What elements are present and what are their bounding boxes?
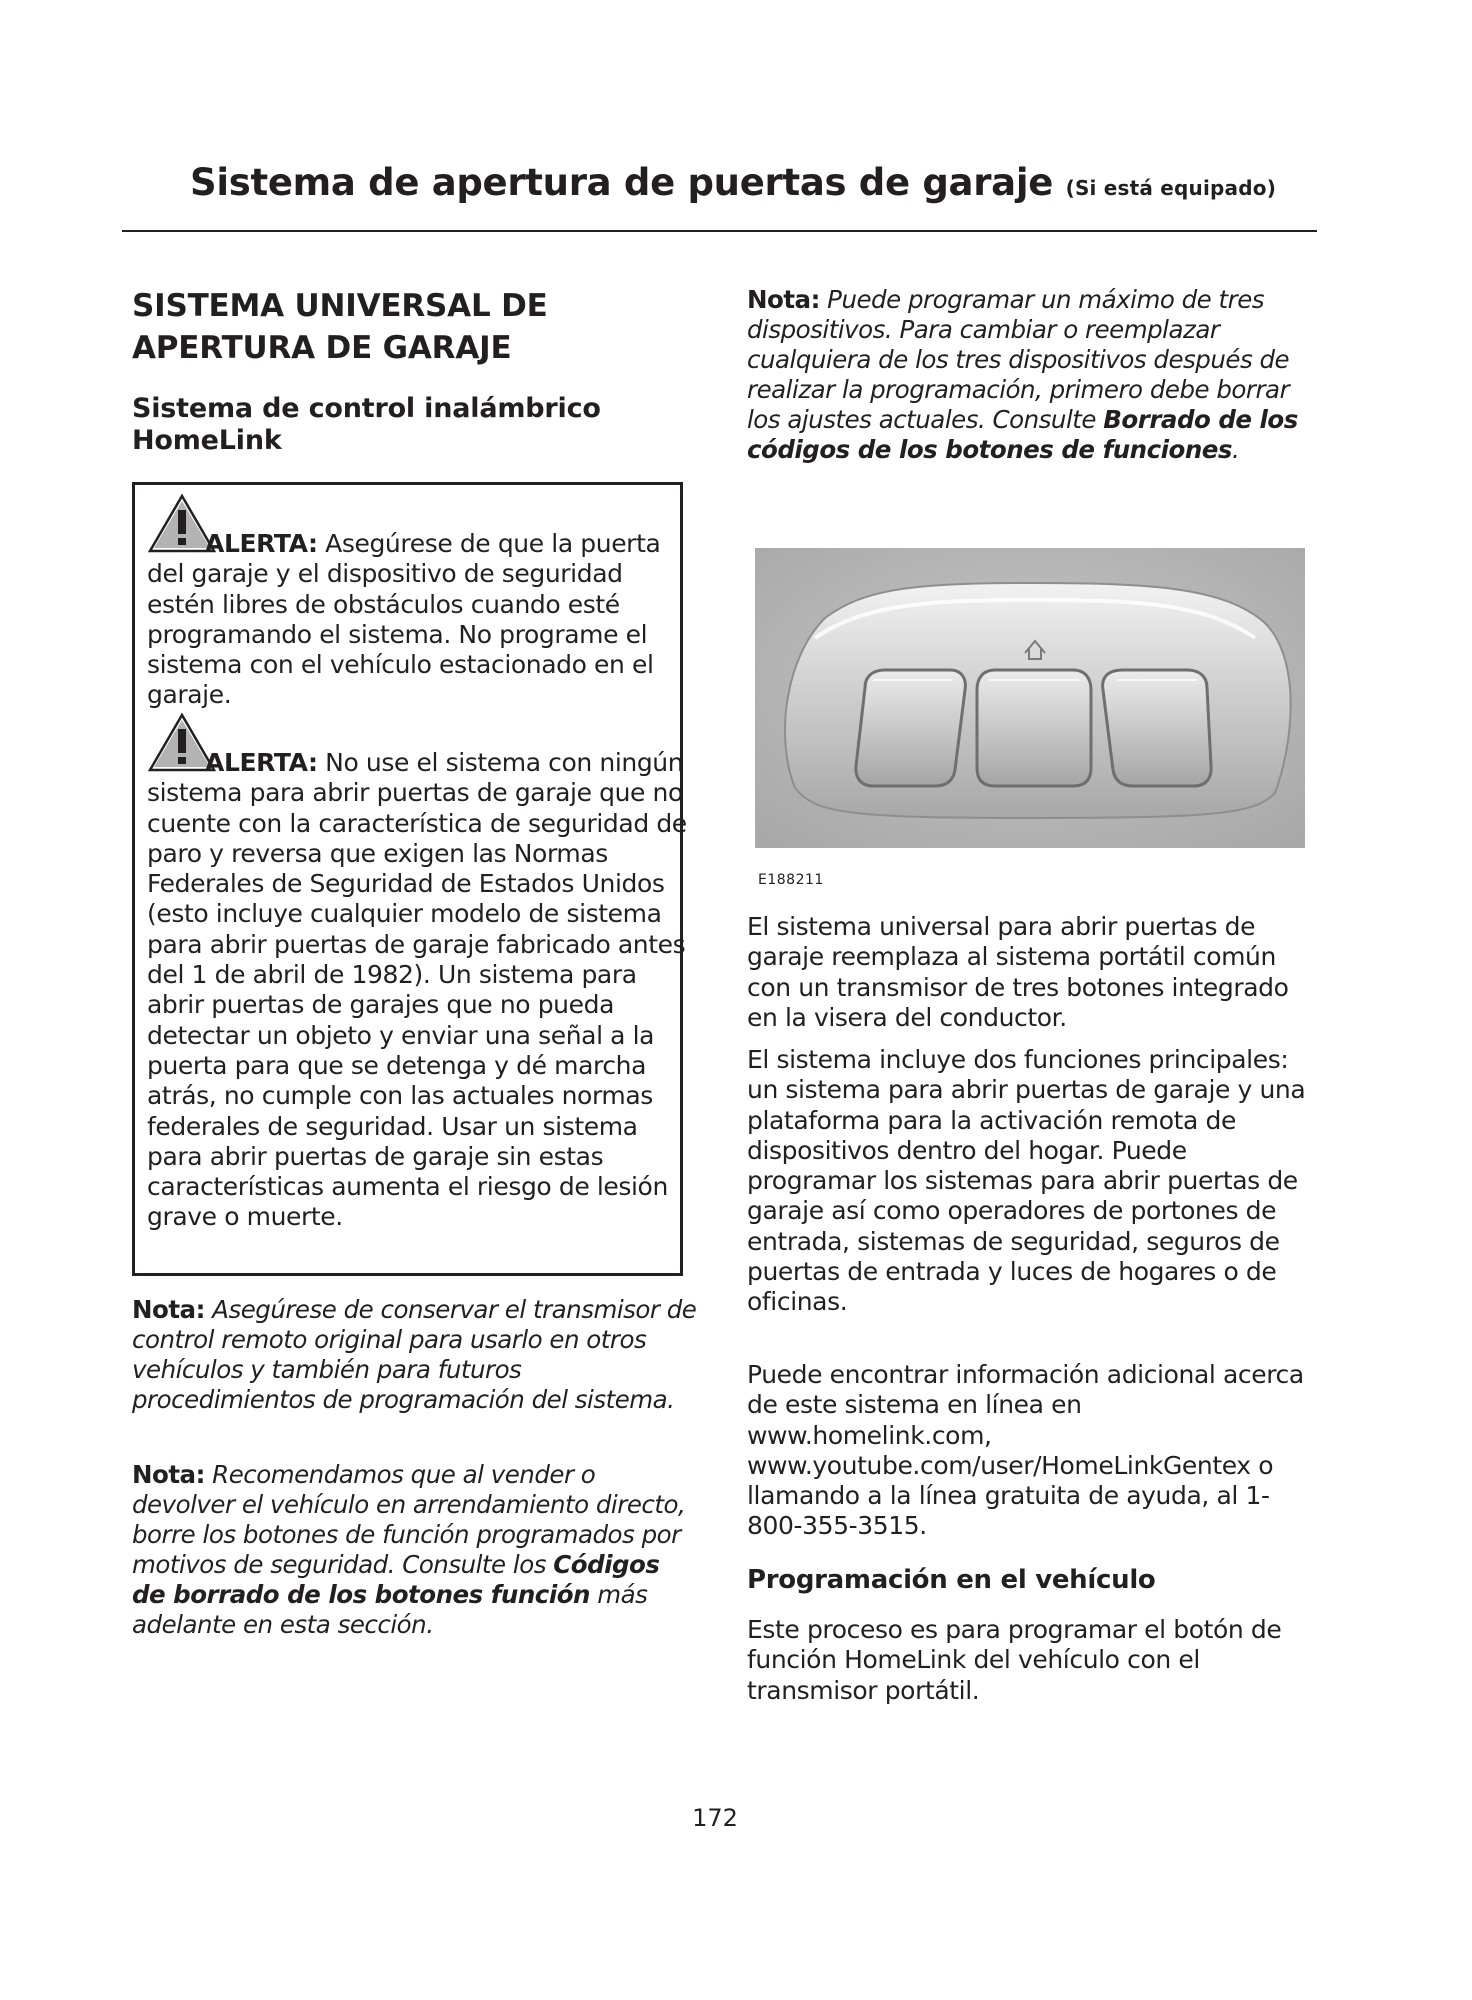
paragraph-intro: El sistema universal para abrir puertas de garaje reemplaza al sistema portátil común con un transmisor de tres botones integrado en la visera del conductor.	[747, 912, 1289, 1032]
warning-box	[132, 482, 687, 1276]
alert-label: ALERTA:	[205, 529, 318, 558]
page-header	[122, 155, 1317, 232]
cross-reference: Borrado de los códigos de los botones de funciones	[747, 405, 1298, 464]
homelink-buttons-figure	[755, 548, 1305, 848]
note-erase-buttons	[132, 1460, 697, 1640]
note-body: Puede programar un máximo de tres dispositivos. Para cambiar o reemplazar cualquiera de los tres dispositivos después de realizar la programación, primero debe borrar los ajustes actuales. Consulte	[747, 285, 1290, 434]
figure-code: E188211	[758, 872, 824, 888]
section-heading: SISTEMA UNIVERSAL DE APERTURA DE GARAJE	[132, 288, 548, 366]
homelink-buttons-illustration	[755, 548, 1305, 848]
cross-reference: Códigos de borrado de los botones función	[132, 1550, 660, 1609]
note-body-end: .	[1232, 435, 1240, 464]
note-label: Nota:	[132, 1295, 205, 1324]
alert-body: Asegúrese de que la puerta del garaje y el dispositivo de seguridad estén libres de obstáculos cuando esté programando el sistema. No programe el sistema con el vehículo estacionado en el garaje.	[147, 529, 661, 710]
alert-text-1	[147, 529, 687, 711]
section-subheading: Sistema de control inalámbrico HomeLink	[132, 393, 601, 456]
note-body-end: más adelante en esta sección.	[132, 1580, 648, 1639]
paragraph-functions: El sistema incluye dos funciones principales: un sistema para abrir puertas de garaje y una plataforma para la activación remota de dispositivos dentro del hogar. Puede programar los sistemas para abrir puertas de garaje así como operadores de portones de entrada, sistemas de seguridad, seguros de puertas de entrada y luces de hogares o de oficinas.	[747, 1045, 1306, 1317]
page-number: 172	[692, 1804, 738, 1832]
note-label: Nota:	[132, 1460, 205, 1489]
alert-label: ALERTA:	[205, 748, 318, 777]
note-max-devices	[747, 285, 1322, 465]
note-label: Nota:	[747, 285, 820, 314]
paragraph-more-info: Puede encontrar información adicional acerca de este sistema en línea en www.homelink.com, www.youtube.com/user/HomeLinkGentex o llamando a la línea gratuita de ayuda, al 1-800-355-3515.	[747, 1360, 1304, 1541]
alert-text-2	[147, 748, 687, 1233]
page-title-qualifier: (Si está equipado)	[1065, 176, 1277, 200]
page-title-text: Sistema de apertura de puertas de garaje	[190, 161, 1054, 204]
alert-body: No use el sistema con ningún sistema para abrir puertas de garaje que no cuente con la característica de seguridad de paro y reversa que exigen las Normas Federales de Seguridad de Estados Unidos (esto incluye cualquier modelo de sistema para abrir puertas de garaje fabricado antes del 1 de abril de 1982). Un sistema para abrir puertas de garajes que no pueda detectar un objeto y enviar una señal a la puerta para que se detenga y dé marcha atrás, no cumple con las actuales normas federales de seguridad. Usar un sistema para abrir puertas de garaje sin estas características aumenta el riesgo de lesión grave o muerte.	[147, 748, 687, 1232]
paragraph-programming: Este proceso es para programar el botón de función HomeLink del vehículo con el transmisor portátil.	[747, 1615, 1282, 1705]
note-original-transmitter	[132, 1295, 697, 1415]
page-title	[190, 161, 1276, 204]
note-body: Asegúrese de conservar el transmisor de control remoto original para usarlo en otros vehículos y también para futuros procedimientos de programación del sistema.	[132, 1295, 697, 1414]
note-body: Recomendamos que al vender o devolver el vehículo en arrendamiento directo, borre los botones de función programados por motivos de seguridad. Consulte los	[132, 1460, 686, 1579]
subheading-programming: Programación en el vehículo	[747, 1565, 1156, 1595]
